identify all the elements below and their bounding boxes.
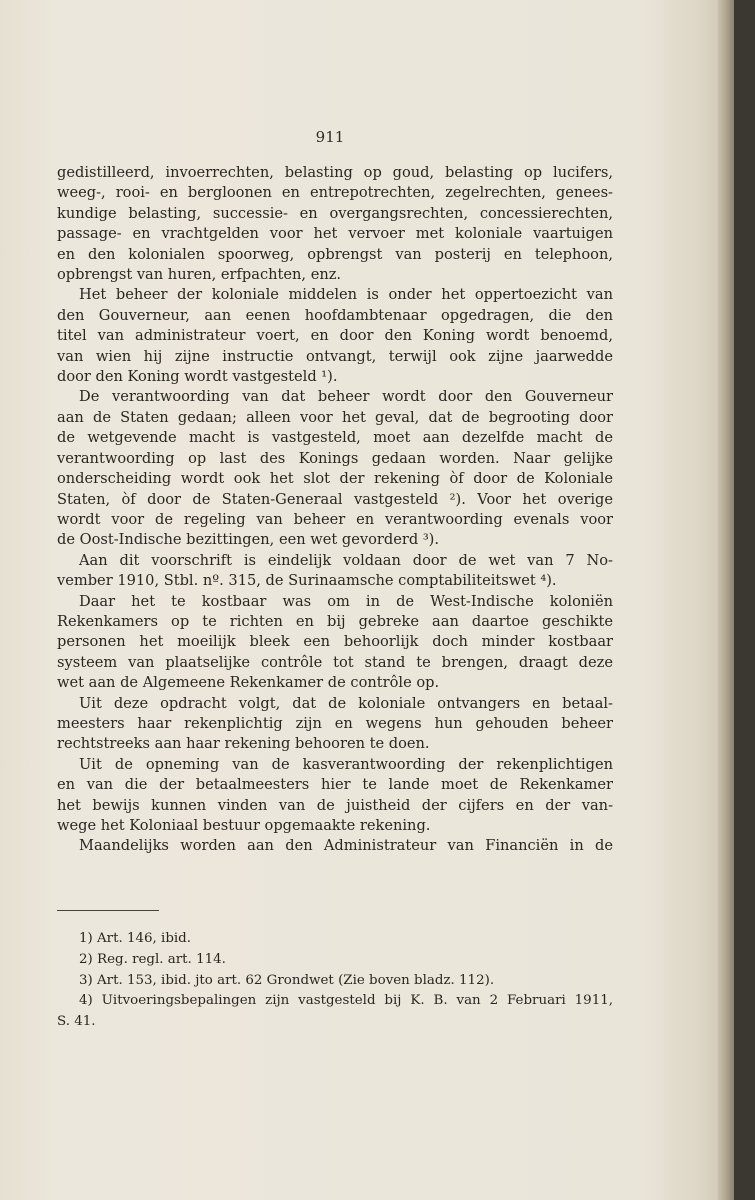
- body-line: Uit deze opdracht volgt, dat de koloniale ontvangers en betaal-: [79, 694, 613, 712]
- body-line: wege het Koloniaal bestuur opgemaakte rekening.: [57, 817, 431, 834]
- footnote: 3) Art. 153, ibid. jto art. 62 Grondwet (Zie boven bladz. 112).: [79, 972, 495, 988]
- body-line: Daar het te kostbaar was om in de West-Indische koloniën: [79, 592, 613, 610]
- body-line: Het beheer der koloniale middelen is onder het oppertoezicht van: [79, 286, 613, 304]
- body-line: en den kolonialen spoorweg, opbrengst van posterij en telephoon,: [57, 245, 613, 263]
- page-number: 911: [315, 128, 345, 146]
- body-text: [57, 163, 613, 857]
- body-line: kundige belasting, successie- en overgangsrechten, concessierechten,: [57, 204, 613, 222]
- body-line: systeem van plaatselijke contrôle tot stand te brengen, draagt deze: [57, 653, 613, 671]
- body-line: onderscheiding wordt ook het slot der rekening òf door de Koloniale: [57, 470, 613, 488]
- body-line: den Gouverneur, aan eenen hoofdambtenaar opgedragen, die den: [57, 306, 613, 324]
- body-line: Aan dit voorschrift is eindelijk voldaan door de wet van 7 No-: [79, 551, 613, 569]
- body-line: rechtstreeks aan haar rekening behooren te doen.: [57, 735, 430, 753]
- body-line: van wien hij zijne instructie ontvangt, terwijl ook zijne jaarwedde: [57, 347, 613, 365]
- body-line: aan de Staten gedaan; alleen voor het geval, dat de begrooting door: [57, 408, 613, 426]
- page-edge: [718, 0, 734, 1200]
- body-line: weeg-, rooi- en bergloonen en entrepotrechten, zegelrechten, genees-: [57, 184, 613, 202]
- body-line: de Oost-Indische bezittingen, een wet gevorderd ³).: [57, 531, 439, 549]
- footnote-rule: [57, 910, 159, 911]
- body-line: Uit de opneming van de kasverantwoording der rekenplichtigen: [79, 755, 613, 773]
- body-line: verantwoording op last des Konings gedaan worden. Naar gelijke: [57, 449, 613, 467]
- body-line: vember 1910, Stbl. nº. 315, de Surinaamsche comptabiliteitswet ⁴).: [57, 572, 557, 590]
- body-line: meesters haar rekenplichtig zijn en wegens hun gehouden beheer: [57, 714, 613, 732]
- body-line: wordt voor de regeling van beheer en verantwoording evenals voor: [57, 510, 613, 528]
- body-line: wet aan de Algemeene Rekenkamer de contrôle op.: [57, 674, 440, 692]
- body-line: titel van administrateur voert, en door den Koning wordt benoemd,: [57, 327, 613, 345]
- body-line: opbrengst van huren, erfpachten, enz.: [57, 266, 342, 284]
- footnote: 2) Reg. regl. art. 114.: [79, 951, 226, 967]
- body-line: passage- en vrachtgelden voor het vervoer met koloniale vaartuigen: [57, 225, 613, 243]
- footnotes: [57, 929, 613, 1033]
- body-line: personen het moeilijk bleek een behoorlijk doch minder kostbaar: [57, 633, 613, 651]
- body-line: Staten, òf door de Staten-Generaal vastgesteld ²). Voor het overige: [57, 490, 613, 508]
- body-line: het bewijs kunnen vinden van de juistheid der cijfers en der van-: [57, 796, 613, 814]
- body-line: Rekenkamers op te richten en bij gebreke aan daartoe geschikte: [57, 612, 613, 630]
- body-line: Maandelijks worden aan den Administrateur van Financiën in de: [79, 837, 613, 855]
- footnote: S. 41.: [57, 1014, 96, 1030]
- footnote: 4) Uitvoeringsbepalingen zijn vastgesteld bij K. B. van 2 Februari 1911,: [79, 993, 613, 1009]
- body-line: door den Koning wordt vastgesteld ¹).: [57, 368, 338, 386]
- body-line: de wetgevende macht is vastgesteld, moet aan dezelfde macht de: [57, 429, 613, 447]
- body-line: gedistilleerd, invoerrechten, belasting op goud, belasting op lucifers,: [57, 164, 613, 181]
- footnote: 1) Art. 146, ibid.: [79, 931, 192, 946]
- body-line: en van die der betaalmeesters hier te lande moet de Rekenkamer: [57, 776, 613, 794]
- body-line: De verantwoording van dat beheer wordt door den Gouverneur: [79, 388, 613, 406]
